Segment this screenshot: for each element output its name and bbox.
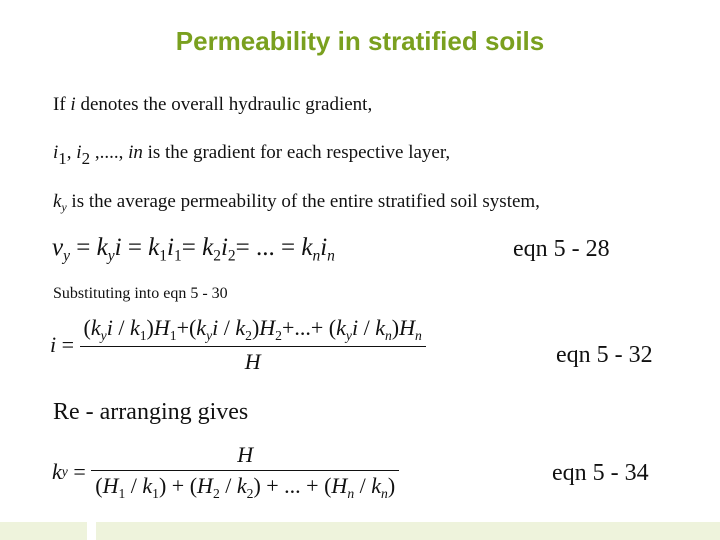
eq32-denominator: H <box>80 346 426 375</box>
ellipsis: ,...., <box>90 142 129 163</box>
slide-title: Permeability in stratified soils <box>175 26 545 56</box>
layer-gradient-line <box>53 142 450 169</box>
in-symbol: in <box>128 142 143 163</box>
comma: , <box>66 142 77 163</box>
average-permeability-line <box>53 191 540 215</box>
ky-subscript: y <box>61 201 67 215</box>
equation-5-32: i = $\frac{(k_yi / k_1)H_1+(k_yi / k_2)H_2+...+ (k_yi / k_n)H_n}{H}$ <box>50 315 426 375</box>
line2-text: is the gradient for each respective layer, <box>142 142 451 163</box>
line1-prefix: If <box>53 94 71 115</box>
line3-text: is the average permeability of the entire stratified soil system, <box>66 191 540 212</box>
i1-subscript: 1 <box>58 148 67 168</box>
ky-symbol: k <box>53 191 62 212</box>
line1-text: denotes the overall hydraulic gradient, <box>75 94 373 115</box>
equation-5-28: $v_y = k_yi = k_1i_1= k_2i_2=$ ... = $k_ni_n$ <box>52 234 335 265</box>
i2-symbol: i <box>76 142 82 163</box>
eq32-fraction <box>80 315 426 375</box>
eq34-fraction <box>91 442 399 502</box>
eqn-5-32-label: eqn 5 - 32 <box>556 342 653 368</box>
i2-subscript: 2 <box>81 148 91 168</box>
substituting-text: Substituting into eqn 5 - 30 <box>53 285 228 302</box>
eq34-denominator: $(H_1 / k_1) + (H_2 / k_2)$ + ... + $(H_n / k_n)$ <box>91 470 399 502</box>
eqn-5-34-label: eqn 5 - 34 <box>552 460 649 486</box>
eq34-numerator: H <box>237 442 254 467</box>
footer-bar-right <box>96 522 720 540</box>
eqn-5-28-label: eqn 5 - 28 <box>513 236 610 262</box>
i1-symbol: i <box>53 142 59 163</box>
line1-symbol: i <box>70 94 76 115</box>
eq32-numerator: $(k_yi / k_1)H_1+(k_yi / k_2)H_2+...+ (k_yi / k_n)H_n$ <box>83 315 422 343</box>
equation-5-34: ky = $\frac{H}{(H_1 / k_1) + (H_2 / k_2) + ... + (H_n / k_n)}$ <box>52 442 399 502</box>
overall-gradient-line <box>53 94 372 116</box>
rearranging-text: Re - arranging gives <box>53 399 249 425</box>
footer-bar-left <box>0 522 87 540</box>
